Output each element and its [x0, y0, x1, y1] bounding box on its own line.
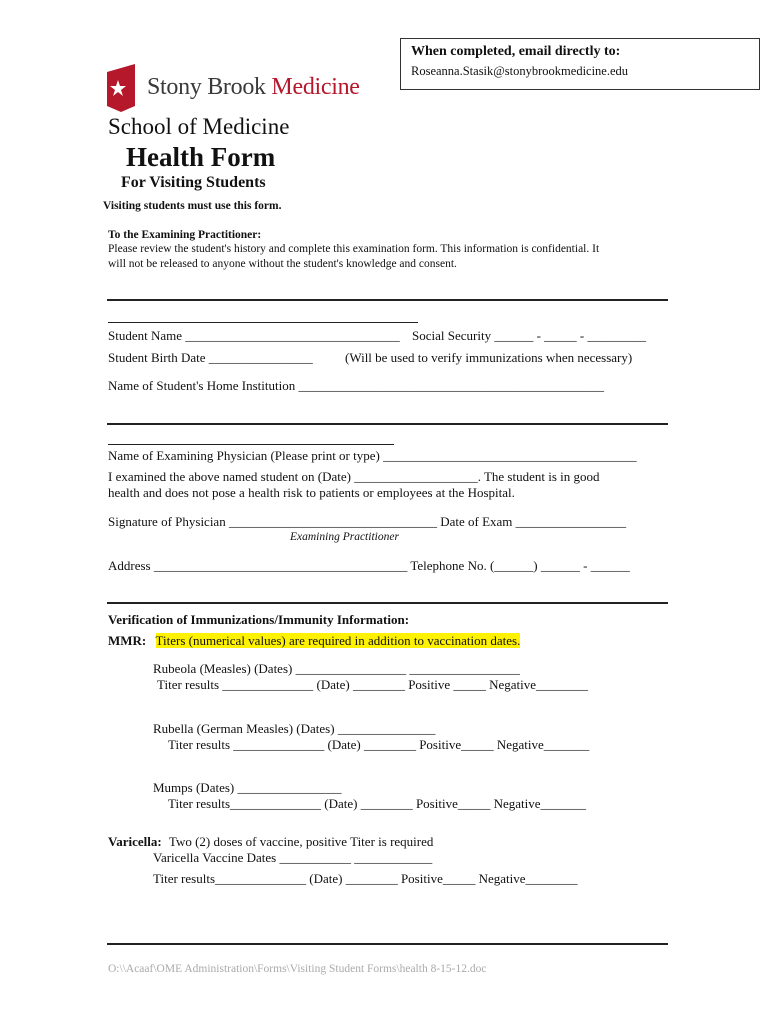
mumps-titer-field[interactable]: Titer results______________ (Date) ________ Positive_____ Negative_______: [168, 796, 587, 811]
birth-date-field[interactable]: Student Birth Date ________________: [108, 350, 313, 365]
rubella-dates-field[interactable]: Rubella (German Measles) (Dates) _______________: [153, 721, 436, 736]
email-address: Roseanna.Stasik@stonybrookmedicine.edu: [411, 64, 629, 78]
physician-name-field[interactable]: Name of Examining Physician (Please print or type) _______________________________________: [108, 448, 637, 463]
signature-field[interactable]: Signature of Physician ________________________________ Date of Exam _________________: [108, 514, 627, 529]
immunizations-heading: Verification of Immunizations/Immunity Information:: [108, 612, 410, 627]
shield-star-icon: [107, 64, 135, 112]
student-name-field[interactable]: Student Name _________________________________: [108, 328, 400, 343]
mmr-label: MMR:: [108, 633, 147, 648]
mmr-titer-note: Titers (numerical values) are required in addition to vaccination dates.: [155, 633, 521, 648]
varicella-titer-field[interactable]: Titer results______________ (Date) ________ Positive_____ Negative________: [153, 871, 578, 886]
varicella-note: Two (2) doses of vaccine, positive Titer is required: [168, 834, 434, 849]
varicella-label: Varicella:: [108, 834, 162, 849]
birth-date-note: (Will be used to verify immunizations when necessary): [345, 350, 633, 365]
rubella-titer-field[interactable]: Titer results ______________ (Date) ________ Positive_____ Negative_______: [168, 737, 590, 752]
page-title: Health Form: [126, 142, 276, 172]
email-heading: When completed, email directly to:: [411, 44, 621, 59]
blank-underline-1: [108, 322, 418, 323]
blank-underline-2: [108, 444, 394, 445]
rubeola-titer-field[interactable]: Titer results ______________ (Date) ________ Positive _____ Negative________: [157, 677, 589, 692]
instructions-heading: To the Examining Practitioner:: [108, 229, 262, 241]
varicella-row: [108, 834, 433, 850]
email-instruction-box: [400, 38, 760, 90]
instructions-line-1: Please review the student's history and complete this examination form. This information is confidential. It: [108, 243, 600, 255]
divider-rule-3: [107, 602, 668, 604]
rubeola-dates-field[interactable]: Rubeola (Measles) (Dates) _________________ _________________: [153, 661, 520, 676]
mumps-dates-field[interactable]: Mumps (Dates) ________________: [153, 780, 342, 795]
visiting-note: Visiting students must use this form.: [103, 200, 282, 212]
file-path-footer: O:\\Acaaf\OME Administration\Forms\Visiting Student Forms\health 8-15-12.doc: [108, 963, 487, 975]
address-telephone-field[interactable]: Address _______________________________________ Telephone No. (______) ______ - ______: [108, 558, 630, 573]
brand-name-secondary: Medicine: [271, 74, 360, 100]
home-institution-field[interactable]: Name of Student's Home Institution _______________________________________________: [108, 378, 604, 393]
brand-name-primary: Stony Brook: [147, 74, 266, 100]
exam-statement-line-2: health and does not pose a health risk to patients or employees at the Hospital.: [108, 485, 515, 500]
signature-caption: Examining Practitioner: [290, 531, 399, 543]
varicella-dates-field[interactable]: Varicella Vaccine Dates ___________ ____________: [153, 850, 433, 865]
social-security-field[interactable]: Social Security ______ - _____ - _________: [412, 328, 646, 343]
school-name: School of Medicine: [108, 114, 290, 139]
exam-statement-line-1[interactable]: I examined the above named student on (Date) ___________________. The student is in good: [108, 469, 600, 484]
divider-rule-2: [107, 423, 668, 425]
instructions-line-2: will not be released to anyone without the student's knowledge and consent.: [108, 258, 457, 270]
mmr-row: [108, 633, 520, 649]
divider-rule-1: [107, 299, 668, 301]
page-subtitle: For Visiting Students: [121, 174, 266, 191]
divider-rule-4: [107, 943, 668, 945]
